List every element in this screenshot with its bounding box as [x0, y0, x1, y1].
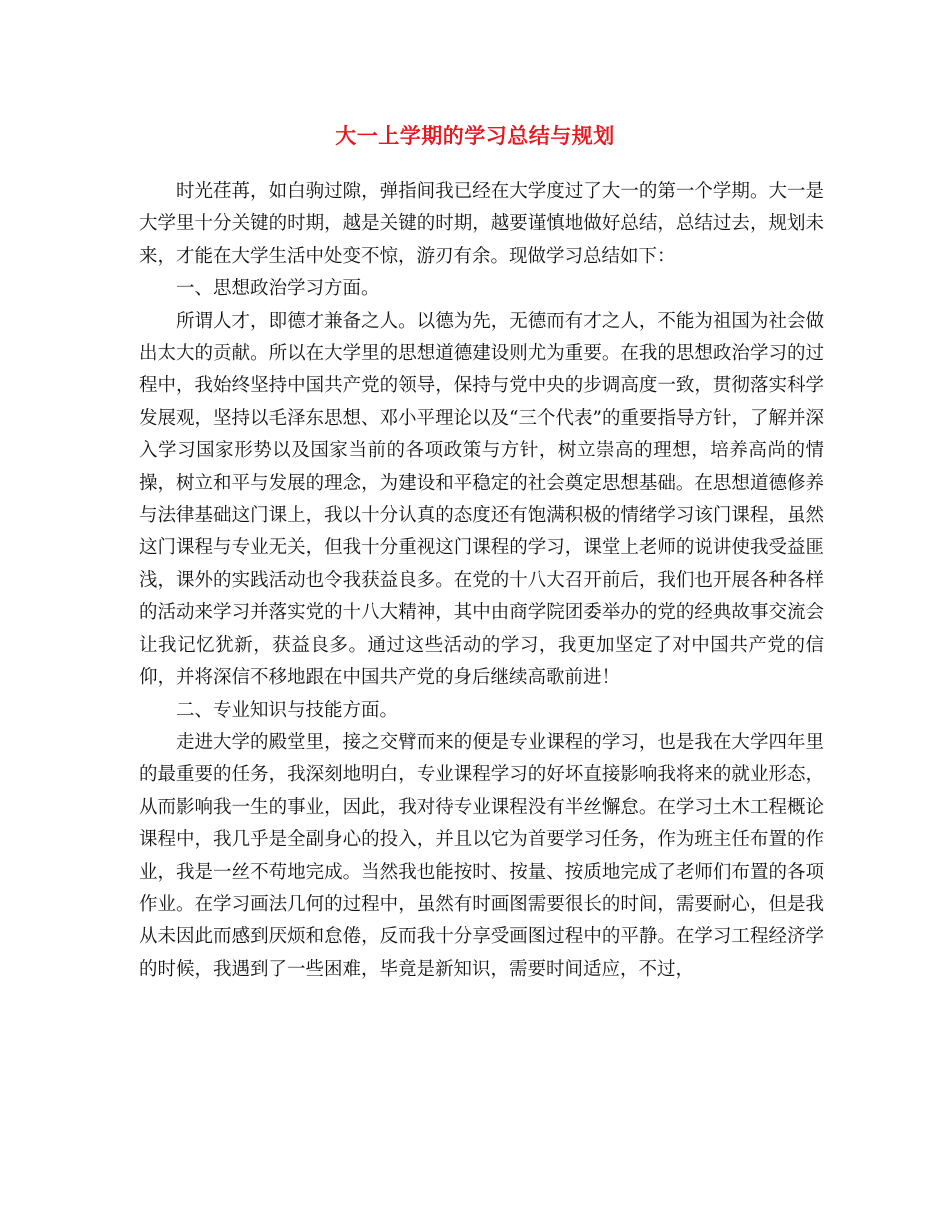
- section-heading-ideology: 一、思想政治学习方面。: [176, 278, 380, 300]
- section-heading-professional: 二、专业知识与技能方面。: [176, 699, 399, 721]
- document-title: 大一上学期的学习总结与规划: [335, 123, 615, 148]
- paragraph-intro: 时光荏苒，如白驹过隙，弹指间我已经在大学度过了大一的第一个学期。大一是大学里十分关键的时期，越是关键的时期，越要谨慎地做好总结，总结过去，规划未来，才能在大学生活中处变不惊，游刃有余。现做学习总结如下：: [139, 181, 824, 267]
- document-body: [139, 176, 824, 986]
- paragraph-ideology: 所谓人才，即德才兼备之人。以德为先，无德而有才之人，不能为祖国为社会做出太大的贡献。所以在大学里的思想道德建设则尤为重要。在我的思想政治学习的过程中，我始终坚持中国共产党的领导，保持与党中央的步调高度一致，贯彻落实科学发展观，坚持以毛泽东思想、邓小平理论以及“三个代表”的重要指导方针，了解并深入学习国家形势以及国家当前的各项政策与方针，树立崇高的理想，培养高尚的情操，树立和平与发展的理念，为建设和平稳定的社会奠定思想基础。在思想道德修养与法律基础这门课上，我以十分认真的态度还有饱满积极的情绪学习该门课程，虽然这门课程与专业无关，但我十分重视这门课程的学习，课堂上老师的说讲使我受益匪浅，课外的实践活动也令我获益良多。在党的十八大召开前后，我们也开展各种各样的活动来学习并落实党的十八大精神，其中由商学院团委举办的党的经典故事交流会让我记忆犹新，获益良多。通过这些活动的学习，我更加坚定了对中国共产党的信仰，并将深信不移地跟在中国共产党的身后继续高歌前进！: [139, 310, 824, 689]
- paragraph-professional: 走进大学的殿堂里，接之交臂而来的便是专业课程的学习，也是我在大学四年里的最重要的任务，我深刻地明白，专业课程学习的好坏直接影响我将来的就业形态，从而影响我一生的事业，因此，我对待专业课程没有半丝懈怠。在学习土木工程概论课程中，我几乎是全副身心的投入，并且以它为首要学习任务，作为班主任布置的作业，我是一丝不苟地完成。当然我也能按时、按量、按质地完成了老师们布置的各项作业。在学习画法几何的过程中，虽然有时画图需要很长的时间，需要耐心，但是我从未因此而感到厌烦和怠倦，反而我十分享受画图过程中的平静。在学习工程经济学的时候，我遇到了一些困难，毕竟是新知识，需要时间适应，不过，: [139, 731, 824, 980]
